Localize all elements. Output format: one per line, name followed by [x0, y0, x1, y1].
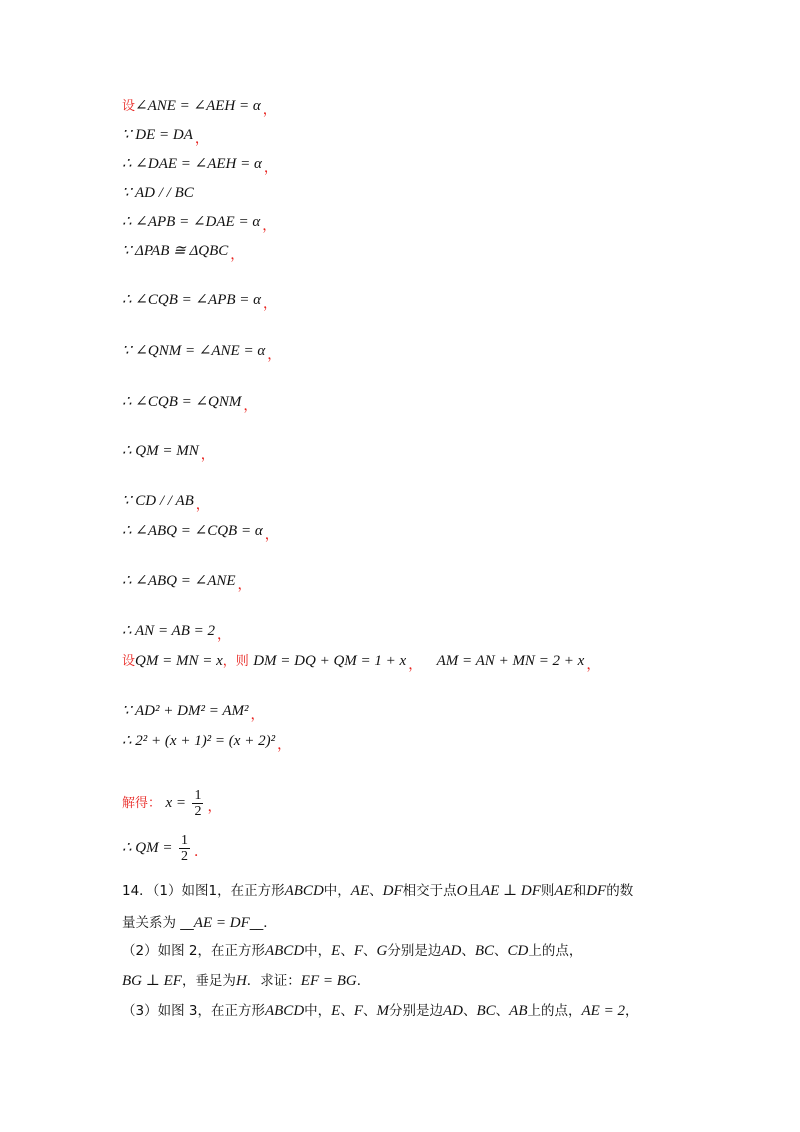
- proof-line-11: ∵ CD / / AB ，: [122, 493, 210, 513]
- problem-14-part-2: （2）如图 2，在正方形ABCD中，E、F、G分别是边AD、BC、CD上的点，: [122, 943, 583, 959]
- problem-14-part-3: （3）如图 3，在正方形ABCD中，E、F、M分别是边AD、BC、AB上的点，AE = 2，: [122, 1003, 639, 1019]
- fraction-one-half: $\frac{1}{2}$: [180, 832, 188, 864]
- solve-line: 解得： x = $\frac{1}{2}$ ，: [122, 787, 222, 819]
- proof-line-1: 设∠ANE = ∠AEH = α ，: [122, 98, 277, 118]
- equation-line: ∴ 2² + (x + 1)² = (x + 2)² ，: [122, 733, 292, 753]
- problem-14-answer-line: 量关系为 __AE = DF__．: [122, 915, 277, 931]
- proof-line-6: ∵ ΔPAB ≅ ΔQBC ，: [122, 243, 245, 263]
- result-line: ∴ QM = $\frac{1}{2}$ ．: [122, 832, 208, 864]
- proof-line-2: ∵ DE = DA ，: [122, 127, 209, 147]
- proof-line-8: ∵ ∠QNM = ∠ANE = α ，: [122, 343, 282, 363]
- proof-line-13: ∴ ∠ABQ = ∠ANE ，: [122, 573, 252, 593]
- proof-line-14: ∴ AN = AB = 2 ，: [122, 623, 231, 643]
- set-variable-line: 设QM = MN = x，则 DM = DQ + QM = 1 + x ， AM = AN + MN = 2 + x ，: [122, 653, 601, 673]
- proof-line-4: ∵ AD / / BC: [122, 185, 194, 201]
- fraction-one-half: $\frac{1}{2}$: [194, 787, 202, 819]
- problem-14-part-2-cont: BG ⊥ EF，垂足为H．求证：EF = BG．: [122, 973, 371, 989]
- proof-line-3: ∴ ∠DAE = ∠AEH = α ，: [122, 156, 278, 176]
- proof-line-12: ∴ ∠ABQ = ∠CQB = α ，: [122, 523, 279, 543]
- proof-line-7: ∴ ∠CQB = ∠APB = α ，: [122, 292, 278, 312]
- proof-line-5: ∴ ∠APB = ∠DAE = α ，: [122, 214, 277, 234]
- pythagoras-line: ∵ AD² + DM² = AM² ，: [122, 703, 265, 723]
- problem-14-part-1: 14．（1）如图1，在正方形ABCD中，AE、DF相交于点O且AE ⊥ DF则AE和DF的数: [122, 883, 634, 899]
- proof-line-10: ∴ QM = MN ，: [122, 443, 215, 463]
- proof-line-9: ∴ ∠CQB = ∠QNM ，: [122, 394, 258, 414]
